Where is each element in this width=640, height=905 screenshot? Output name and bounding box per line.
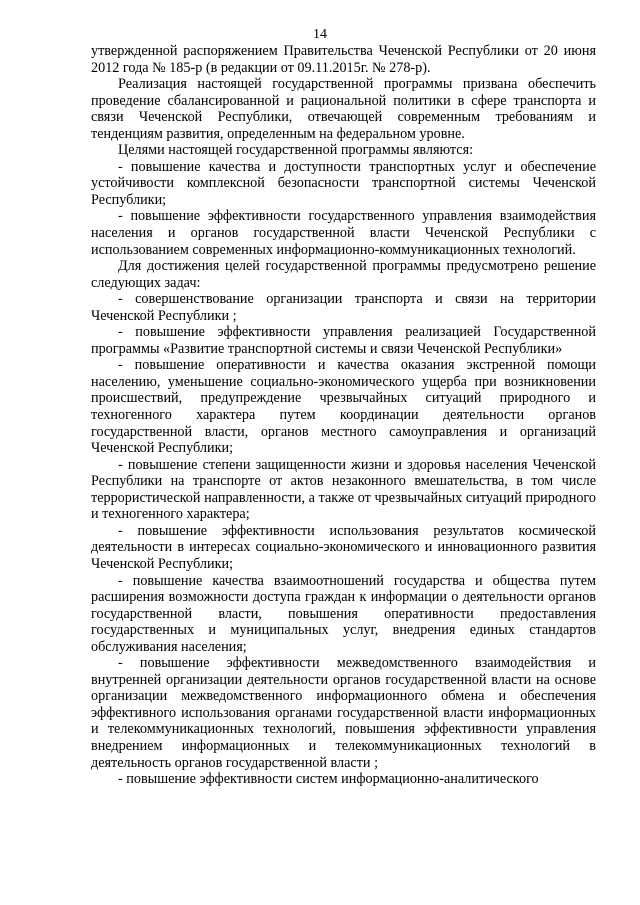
list-item-task-interagency: - повышение эффективности межведомственного взаимодействия и внутренней организации деятельности органов государственной власти на основе организации межведомственного информационного обмена и обеспечения эффективного использования органами государственной власти информационных и телекоммуникационных технологий, повышения эффективности управления внедрением информационных и телекоммуникационных технологий в деятельность органов государственной власти ;: [91, 655, 596, 771]
list-item-task-space-activity: - повышение эффективности использования результатов космической деятельности в интересах социально-экономического и инновационного развития Чеченской Республики;: [91, 522, 596, 572]
paragraph-tasks-intro: Для достижения целей государственной программы предусмотрено решение следующих задач:: [91, 258, 596, 291]
list-item-task-transport-security: - повышение степени защищенности жизни и здоровья населения Чеченской Республики на транспорте от актов незаконного вмешательства, в том числе террористической направленности, а также от чрезвычайных ситуаций природного и техногенного характера;: [91, 456, 596, 523]
list-item-task-analytics: - повышение эффективности систем информационно-аналитического: [118, 771, 539, 788]
list-item-task-program-management: - повышение эффективности управления реализацией Государственной программы «Развитие транспортной системы и связи Чеченской Республики»: [91, 324, 596, 357]
paragraph-continuation: утвержденной распоряжением Правительства Чеченской Республики от 20 июня 2012 года № 185-р (в редакции от 09.11.2015г. № 278-р).: [91, 43, 596, 76]
list-item-goal-transport: - повышение качества и доступности транспортных услуг и обеспечение устойчивости комплексной безопасности транспортной системы Чеченской Республики;: [91, 158, 596, 208]
list-item-task-organization: - совершенствование организации транспорта и связи на территории Чеченской Республики ;: [91, 291, 596, 324]
page-number: 14: [313, 27, 327, 42]
paragraph-program-purpose: Реализация настоящей государственной программы призвана обеспечить проведение сбалансированной и рациональной политики в сфере транспорта и связи Чеченской Республики, отвечающей современным требованиям и тенденциям развития, определенным на федеральном уровне.: [91, 76, 596, 142]
paragraph-goals-intro: Целями настоящей государственной программы являются:: [118, 142, 474, 159]
document-body: [91, 43, 596, 788]
list-item-goal-governance: - повышение эффективности государственного управления взаимодействия населения и органов государственной власти Чеченской Республики с использованием современных информационно-коммуникационных технологий.: [91, 208, 596, 258]
list-item-task-emergency-help: - повышение оперативности и качества оказания экстренной помощи населению, уменьшение социально-экономического ущерба при возникновении происшествий, предупреждение чрезвычайных ситуаций природного и техногенного характера путем координации деятельности органов государственной власти, органов местного самоуправления и организаций Чеченской Республики;: [91, 357, 596, 457]
list-item-task-state-society: - повышение качества взаимоотношений государства и общества путем расширения возможности доступа граждан к информации о деятельности органов государственной власти, повышения оперативности предоставления государственных и муниципальных услуг, внедрения единых стандартов обслуживания населения;: [91, 572, 596, 655]
